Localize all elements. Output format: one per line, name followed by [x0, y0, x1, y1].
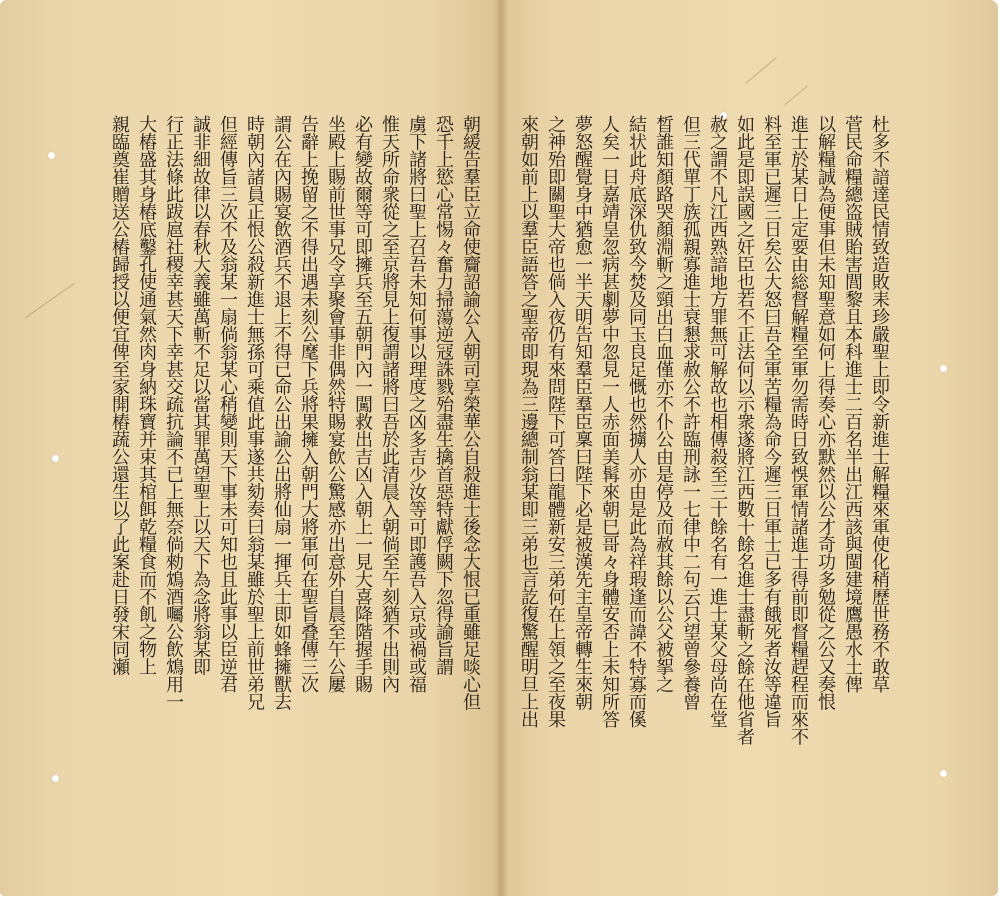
- left-text-column: 惟天所命衆從之至京將見上復謂諸將曰吾於此清晨入朝倘至午刻猶不出則內: [379, 115, 400, 693]
- left-text-column: 必有變故爾等可即擁兵至五朝門內一闖救出吉凶入朝上一見大喜降階握手賜: [352, 115, 373, 693]
- binding-hole: [940, 365, 947, 372]
- right-text-column: 菅民命糧總盗賊貽害閭黎且本科進士二百名半出江西該與閩建境鷹愚水土俾: [842, 115, 863, 693]
- binding-hole: [52, 775, 59, 782]
- right-text-column: 進士於某日上定要由総督解糧至軍勿需時日致悞軍情諸進士得前即督糧趕程而來不: [788, 115, 809, 745]
- left-text-column: 誠非細故律以春秋大義雖萬斬不足以當其罪萬望聖上以天下為念將翁某即: [190, 115, 211, 675]
- right-text-column: 人矣一日嘉靖皇忽病甚劇夢中忽見一人赤面美髯來朝巳哥々身體安否上未知所答: [599, 115, 620, 728]
- right-text-column: 夢怒醒覺身中猶愈一半天明告知羣臣羣臣稟曰陛下必是被漢先主皇帝轉生來朝: [572, 115, 593, 710]
- right-text-column: 晳誰知顏路哭顏淵斬之頸出白血僅亦不仆公由是停及而赦其餘以公父被挐之: [653, 115, 674, 693]
- right-text-column: 杜多不諳達民情致造敗耒珍嚴聖上即令新進士解糧來軍使化稍歷世務不敢草: [869, 115, 890, 693]
- right-text-column: 料至軍已遲三日矣公大怒曰吾全軍苦糧為命今遲三日軍士已多有餓死者汝等違旨: [761, 115, 782, 728]
- left-text-column: 大樁盛其身樁底鑿孔使通氣然肉身納珠寶并束其棺餌乾糧食而不飢之物上: [136, 115, 157, 675]
- binding-hole: [48, 152, 55, 159]
- left-text-column: 行正法條此跋扈社稷幸甚天下幸甚交疏抗論不已上無奈倘勑鴆酒囑公飲鴆用一: [163, 115, 184, 710]
- right-text-column: 來朝如前上以羣臣語答之聖帝即現為三邊總制翁某即三弟也言訖復驚醒明旦上出: [518, 115, 539, 728]
- binding-hole: [52, 455, 59, 462]
- left-text-column: 虜下諸將曰聖上召吾未知何事以理度之凶多吉少汝等可即護吾入京或禍或福: [406, 115, 427, 693]
- left-text-column: 告辭上挽留之不得出遇未刻公麾下兵將果擁入朝門大將軍何在聖旨叠傳三次: [298, 115, 319, 693]
- right-text-column: 結状此舟底深仇致今焚及同玉良足慨也然擄人亦由是此為祥瑕逢而諱不特寡而傒: [626, 115, 647, 728]
- right-text-column: 赦之謂不凡江西熟諳地方罪無可解故也相傳殺至三十餘名有一進士某父母尚在堂: [707, 115, 728, 728]
- paper-crease: [745, 57, 776, 83]
- binding-hole: [940, 770, 947, 777]
- left-text-column: 坐殿上賜前世事兄令享聚會事非偶然特賜宴飲公驚感亦出意外自晨至午公屢: [325, 115, 346, 693]
- left-text-column: 時朝內諸員正恨公殺新進士無孫可乘值此事遂共劾奏曰翁某雖於聖上前世弟兄: [244, 115, 265, 710]
- book-gutter: [494, 0, 508, 896]
- right-text-column: 如此是即誤國之奸臣也若不正法何以示衆遂將江西數十餘名進士盡斬之餘在他省者: [734, 115, 755, 745]
- right-text-column: 但三代單丁族孤親寡進士衰懇求赦公不許臨刑詠一七律中二句云只望曾參養曾: [680, 115, 701, 710]
- paper-crease: [25, 283, 75, 318]
- left-text-column: 但經傳旨三次不及翁某一扇倘翁某心稍變則天下事未可知也且此事以臣逆君: [217, 115, 238, 693]
- left-text-column: 朝緩告羣臣立命使齎詔諭公入朝司享榮華公自殺進士後念大恨已重雖足啖心但: [460, 115, 481, 710]
- right-text-column: 以解糧誠為便事但未知聖意如何上得奏心亦默然以公才奇功多勉從之公又奏恨: [815, 115, 836, 710]
- left-text-column: 謂公在內賜宴飲酒兵不退上不得已命公出諭公出將仙扇一揮兵士即如蜂擁獸去: [271, 115, 292, 710]
- left-text-column: 親臨奠崔贈送公樁歸授以便宜俾至家開樁蔬公還生以了此案赴日發宋同瀬: [109, 115, 130, 675]
- left-text-column: 恐千上慾心常惕々奮力掃蕩逆冦誅戮殆盡生擒首惡特獻俘闕下忽得諭旨謂: [433, 115, 454, 675]
- right-text-column: 之神殆即關聖大帝也倘入夜仍有來問陛下可答曰龍體新安三弟何在上領之至夜果: [545, 115, 566, 728]
- paper-crease: [784, 85, 808, 105]
